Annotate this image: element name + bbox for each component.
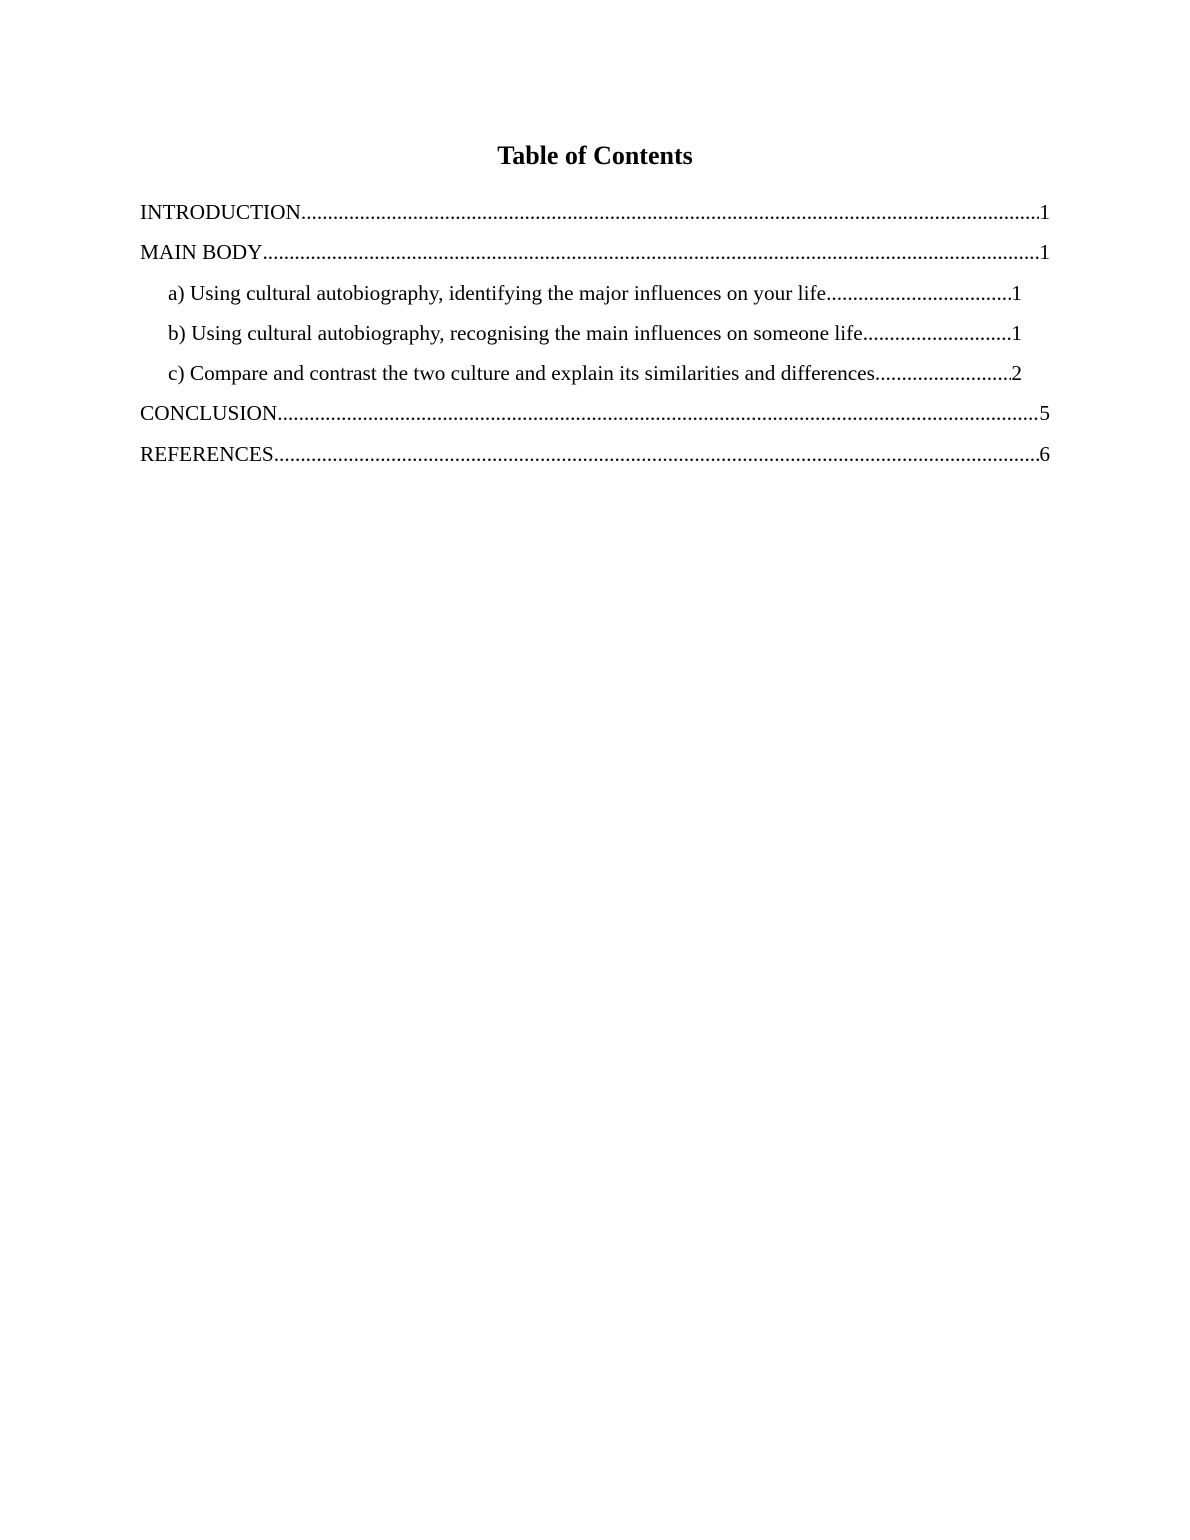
- toc-entry-section-a[interactable]: [168, 278, 1022, 308]
- toc-entry-text: b) Using cultural autobiography, recognising the main influences on someone life: [168, 321, 863, 345]
- toc-page-number: 2: [1011, 361, 1022, 385]
- toc-page-number: 1: [1011, 281, 1022, 305]
- toc-page-number: 1: [1039, 200, 1050, 224]
- toc-entry-text: a) Using cultural autobiography, identifying the major influences on your life: [168, 281, 827, 305]
- toc-entry-section-c[interactable]: [168, 358, 1022, 388]
- toc-entry-conclusion[interactable]: [140, 398, 1050, 428]
- toc-dot-leader: [262, 237, 1039, 267]
- toc-dot-leader: [875, 358, 1011, 388]
- toc-dot-leader: [863, 318, 1012, 348]
- toc-page-number: 1: [1011, 321, 1022, 345]
- toc-dot-leader: [277, 398, 1039, 428]
- toc-title: Table of Contents: [497, 141, 693, 170]
- toc-entry-text: MAIN BODY: [140, 240, 263, 264]
- toc-entry-text: CONCLUSION: [140, 401, 278, 425]
- toc-dot-leader: [301, 197, 1039, 227]
- toc-entry-text: c) Compare and contrast the two culture and explain its similarities and differences: [168, 361, 875, 385]
- toc-page-number: 1: [1039, 240, 1050, 264]
- toc-entry-introduction[interactable]: [140, 197, 1050, 227]
- toc-page-number: 5: [1039, 401, 1050, 425]
- toc-entry-main-body[interactable]: [140, 237, 1050, 267]
- toc-dot-leader: [274, 439, 1040, 469]
- toc-entry-references[interactable]: [140, 439, 1050, 469]
- toc-entry-section-b[interactable]: [168, 318, 1022, 348]
- toc-entry-text: INTRODUCTION: [140, 200, 301, 224]
- toc-page-number: 6: [1039, 442, 1050, 466]
- toc-dot-leader: [826, 278, 1011, 308]
- toc-entry-text: REFERENCES: [140, 442, 274, 466]
